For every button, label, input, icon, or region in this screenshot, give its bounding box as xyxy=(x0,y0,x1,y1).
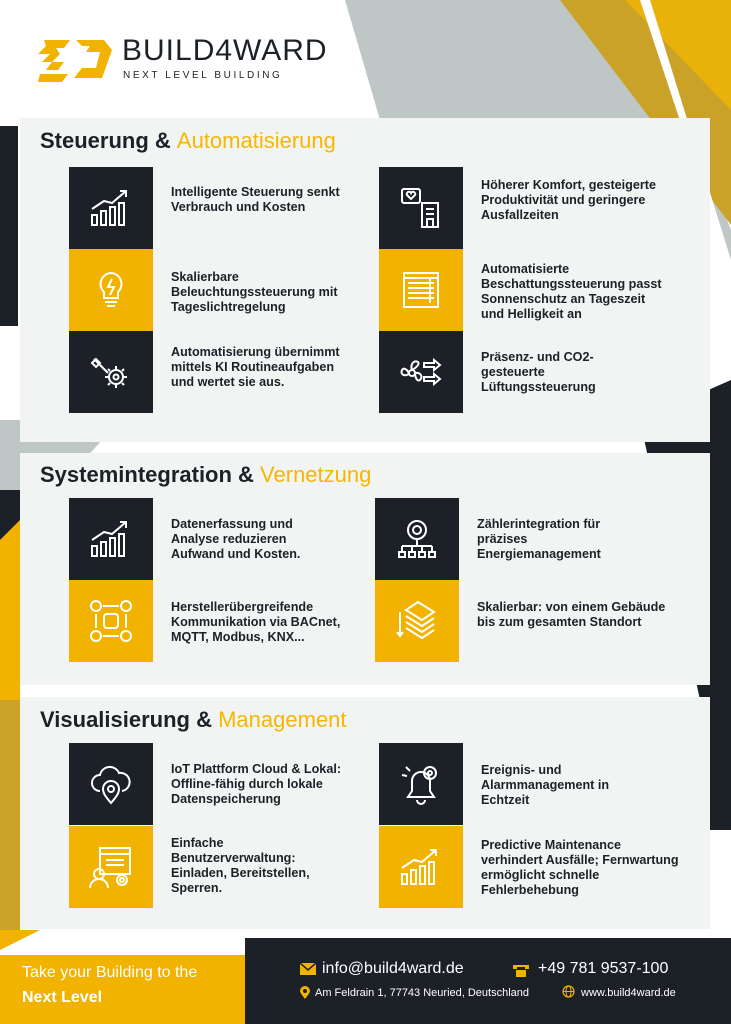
footer-contact-band xyxy=(245,938,731,1024)
section-title: Steuerung & Automatisierung xyxy=(40,128,336,153)
feature-text: Herstellerübergreifende Kommunikation via BACnet, MQTT, Modbus, KNX... xyxy=(171,600,341,644)
footer-cta-line2: Next Level xyxy=(22,989,103,1006)
brand-tagline: NEXT LEVEL BUILDING xyxy=(123,70,283,81)
section-title: Systemintegration & Vernetzung xyxy=(40,462,372,487)
gear-network-icon xyxy=(375,498,459,580)
feature-text: Skalierbare Beleuchtungssteuerung mit Tageslichtregelung xyxy=(171,270,338,314)
layers-scale-icon xyxy=(375,580,459,662)
feature-text: Predictive Maintenance verhindert Ausfälle; Fernwartung ermöglicht schnelle Fehlerbehebung xyxy=(481,838,679,897)
blinds-icon xyxy=(379,249,463,331)
feature-text: Präsenz- und CO2-gesteuerte Lüftungssteuerung xyxy=(481,350,596,394)
feature-text: Automatisierung übernimmt mittels KI Routineaufgaben und wertet sie aus. xyxy=(171,345,340,389)
location-pin-icon xyxy=(300,986,310,999)
feature-text: Skalierbar: von einem Gebäude bis zum gesamten Standort xyxy=(477,600,666,629)
feature-text: Einfache Benutzerverwaltung: Einladen, Bereitstellen, Sperren. xyxy=(171,836,310,895)
website-link[interactable]: www.build4ward.de xyxy=(581,987,676,999)
lightbulb-icon xyxy=(69,249,153,331)
user-management-icon xyxy=(69,826,153,908)
feature-text: Automatisierte Beschattungssteuerung passt Sonnenschutz an Tageszeit und Helligkeit an xyxy=(481,262,662,321)
bar-chart-growth-icon xyxy=(69,498,153,580)
globe-icon xyxy=(562,985,575,998)
feature-text: Zählerintegration für präzises Energiemanagement xyxy=(477,517,601,561)
email-link[interactable]: info@build4ward.de xyxy=(322,960,464,977)
communication-network-icon xyxy=(69,580,153,662)
feature-text: IoT Plattform Cloud & Lokal: Offline-fähig durch lokale Datenspeicherung xyxy=(171,762,342,806)
phone-link[interactable]: +49 781 9537-100 xyxy=(538,960,669,977)
bar-chart-growth-icon xyxy=(69,167,153,249)
fan-airflow-icon xyxy=(379,331,463,413)
feature-text: Intelligente Steuerung senkt Verbrauch und Kosten xyxy=(171,185,340,214)
footer-cta-line1: Take your Building to the xyxy=(22,964,198,981)
tools-gear-icon xyxy=(69,331,153,413)
logo-3d-icon xyxy=(38,38,114,84)
envelope-icon xyxy=(300,963,316,975)
brand-name: BUILD4WARD xyxy=(122,34,328,67)
address-text: Am Feldrain 1, 77743 Neuried, Deutschland xyxy=(315,987,530,999)
cloud-location-icon xyxy=(69,743,153,825)
comfort-building-icon xyxy=(379,167,463,249)
alarm-bell-icon xyxy=(379,743,463,825)
feature-text: Höherer Komfort, gesteigerte Produktivität und geringere Ausfallzeiten xyxy=(481,178,656,222)
feature-text: Datenerfassung und Analyse reduzieren Aufwand und Kosten. xyxy=(171,517,301,561)
feature-text: Ereignis- und Alarmmanagement in Echtzeit xyxy=(481,763,610,807)
phone-icon xyxy=(511,963,531,977)
section-title: Visualisierung & Management xyxy=(40,707,347,732)
bar-chart-growth-icon xyxy=(379,826,463,908)
